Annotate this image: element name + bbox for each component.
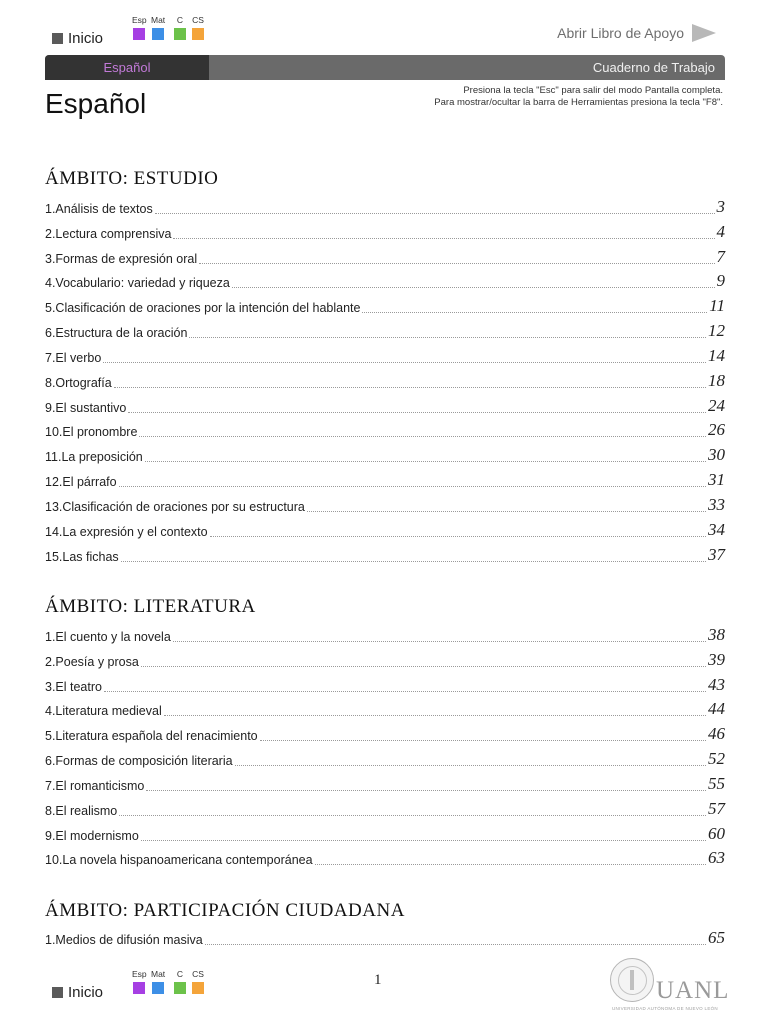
university-seal-icon bbox=[610, 958, 654, 1002]
dot-leader bbox=[210, 536, 706, 537]
dot-leader bbox=[119, 486, 706, 487]
subject-mat-link[interactable] bbox=[151, 14, 165, 40]
toc-entry-page: 34 bbox=[708, 519, 725, 539]
toc-entry-page: 11 bbox=[709, 296, 725, 316]
toc-entry-label: 5.Literatura española del renacimiento bbox=[45, 729, 258, 744]
toc-entry-page: 3 bbox=[716, 196, 725, 216]
dot-leader bbox=[173, 238, 714, 239]
dot-leader bbox=[189, 337, 706, 338]
toc-entry[interactable] bbox=[45, 193, 725, 218]
dot-leader bbox=[232, 287, 715, 288]
toc-entry[interactable] bbox=[45, 924, 725, 949]
toc-entry-label: 4.Vocabulario: variedad y riqueza bbox=[45, 276, 230, 291]
toc-entry-page: 37 bbox=[708, 544, 725, 564]
subject-esp-link[interactable] bbox=[132, 968, 147, 994]
toc-entry-label: 7.El verbo bbox=[45, 350, 102, 365]
toc-entry-label: 8.Ortografía bbox=[45, 375, 112, 390]
subject-c-label: C bbox=[176, 969, 184, 979]
workbook-label: Cuaderno de Trabajo bbox=[592, 60, 715, 75]
toc-entry-label: 3.Formas de expresión oral bbox=[45, 251, 198, 266]
toc-entry[interactable] bbox=[45, 392, 725, 417]
toc-entry-page: 31 bbox=[708, 470, 725, 490]
toc-entry-page: 65 bbox=[708, 927, 725, 947]
logo-subtext: UNIVERSIDAD AUTÓNOMA DE NUEVO LEÓN bbox=[612, 1006, 718, 1011]
toc-entry-label: 10.La novela hispanoamericana contemporánea bbox=[45, 853, 313, 868]
toc-entry-label: 2.Poesía y prosa bbox=[45, 654, 139, 669]
toc-entry-page: 43 bbox=[708, 674, 725, 694]
subject-cs-label: CS bbox=[192, 15, 204, 25]
toc-entry-page: 7 bbox=[716, 246, 725, 266]
page-number: 1 bbox=[374, 972, 382, 988]
tab-espanol[interactable]: Español bbox=[45, 55, 209, 80]
toc-entry-page: 57 bbox=[708, 798, 725, 818]
toc-entry-label: 11.La preposición bbox=[45, 450, 143, 465]
toc-entry[interactable] bbox=[45, 541, 725, 566]
open-support-book-button[interactable] bbox=[557, 24, 716, 42]
dot-leader bbox=[205, 944, 706, 945]
home-label: Inicio bbox=[68, 30, 104, 47]
dot-leader bbox=[155, 213, 715, 214]
subject-esp-label: Esp bbox=[132, 15, 147, 25]
toc-entry-page: 63 bbox=[708, 848, 725, 868]
toc-entry[interactable] bbox=[45, 621, 725, 646]
toc-entry[interactable] bbox=[45, 317, 725, 342]
toc-entry[interactable] bbox=[45, 745, 725, 770]
toc-entry-label: 15.Las fichas bbox=[45, 549, 119, 564]
instructions bbox=[434, 85, 723, 109]
subject-c-link[interactable] bbox=[174, 14, 186, 40]
toc-entry-label: 3.El teatro bbox=[45, 679, 102, 694]
toc-entry-page: 52 bbox=[708, 749, 725, 769]
dot-leader bbox=[119, 815, 706, 816]
bottom-nav bbox=[52, 968, 232, 1008]
toc-entry-page: 12 bbox=[708, 321, 725, 341]
toc-entry-label: 1.El cuento y la novela bbox=[45, 629, 171, 644]
home-square-icon bbox=[52, 33, 63, 44]
toc-entry-page: 44 bbox=[708, 699, 725, 719]
dot-leader bbox=[199, 263, 714, 264]
toc-entry-label: 5.Clasificación de oraciones por la intención del hablante bbox=[45, 301, 361, 316]
toc-entry-page: 33 bbox=[708, 494, 725, 514]
subject-c-label: C bbox=[176, 15, 184, 25]
subject-c-square-icon bbox=[174, 28, 186, 40]
toc-entry[interactable] bbox=[45, 292, 725, 317]
top-nav bbox=[52, 14, 232, 54]
subject-mat-label: Mat bbox=[151, 969, 166, 979]
toc-entry[interactable] bbox=[45, 516, 725, 541]
subject-esp-link[interactable] bbox=[132, 14, 147, 40]
section-heading-estudio: ÁMBITO: ESTUDIO bbox=[45, 168, 219, 189]
toc-entry-page: 4 bbox=[716, 221, 725, 241]
toc-entry[interactable] bbox=[45, 268, 725, 293]
dot-leader bbox=[139, 436, 706, 437]
subject-mat-link[interactable] bbox=[151, 968, 165, 994]
toc-entry-label: 1.Análisis de textos bbox=[45, 201, 153, 216]
subject-esp-square-icon bbox=[133, 28, 145, 40]
subject-cs-link[interactable] bbox=[192, 968, 204, 994]
toc-list-literatura bbox=[45, 621, 725, 869]
toc-entry[interactable] bbox=[45, 441, 725, 466]
home-square-icon bbox=[52, 987, 63, 998]
toc-entry[interactable] bbox=[45, 671, 725, 696]
section-heading-literatura: ÁMBITO: LITERATURA bbox=[45, 596, 256, 617]
toc-entry-label: 6.Formas de composición literaria bbox=[45, 754, 233, 769]
toc-entry[interactable] bbox=[45, 696, 725, 721]
toc-entry-page: 60 bbox=[708, 823, 725, 843]
toc-entry-label: 13.Clasificación de oraciones por su estructura bbox=[45, 499, 305, 514]
toc-entry[interactable] bbox=[45, 342, 725, 367]
subject-c-square-icon bbox=[174, 982, 186, 994]
toc-entry-page: 30 bbox=[708, 445, 725, 465]
toc-entry[interactable] bbox=[45, 770, 725, 795]
dot-leader bbox=[164, 715, 706, 716]
instruction-f8: Para mostrar/ocultar la barra de Herramientas presiona la tecla "F8". bbox=[434, 97, 723, 108]
toc-entry[interactable] bbox=[45, 491, 725, 516]
subject-mat-square-icon bbox=[152, 28, 164, 40]
toc-entry-label: 9.El modernismo bbox=[45, 828, 139, 843]
toc-list-estudio bbox=[45, 193, 725, 566]
toc-entry-page: 26 bbox=[708, 420, 725, 440]
dot-leader bbox=[103, 362, 706, 363]
dot-leader bbox=[235, 765, 706, 766]
toc-entry-label: 6.Estructura de la oración bbox=[45, 326, 188, 341]
toc-entry[interactable] bbox=[45, 243, 725, 268]
toc-entry[interactable] bbox=[45, 720, 725, 745]
home-link[interactable] bbox=[52, 984, 103, 1001]
dot-leader bbox=[362, 312, 707, 313]
toc-entry-page: 55 bbox=[708, 773, 725, 793]
toc-entry[interactable] bbox=[45, 417, 725, 442]
dot-leader bbox=[146, 790, 706, 791]
toc-entry[interactable] bbox=[45, 646, 725, 671]
toc-entry-label: 9.El sustantivo bbox=[45, 400, 127, 415]
subject-esp-square-icon bbox=[133, 982, 145, 994]
toc-entry[interactable] bbox=[45, 367, 725, 392]
toc-entry-label: 7.El romanticismo bbox=[45, 778, 145, 793]
subject-mat-square-icon bbox=[152, 982, 164, 994]
toc-list-participacion bbox=[45, 924, 725, 949]
toc-entry-page: 14 bbox=[708, 345, 725, 365]
subject-mat-label: Mat bbox=[151, 15, 166, 25]
dot-leader bbox=[315, 864, 706, 865]
play-arrow-icon bbox=[692, 24, 716, 42]
toc-entry-label: 8.El realismo bbox=[45, 803, 118, 818]
subject-c-link[interactable] bbox=[174, 968, 186, 994]
page-title: Español bbox=[45, 88, 147, 119]
toc-entry[interactable] bbox=[45, 218, 725, 243]
toc-entry-page: 24 bbox=[708, 395, 725, 415]
dot-leader bbox=[121, 561, 706, 562]
dot-leader bbox=[114, 387, 706, 388]
dot-leader bbox=[260, 740, 706, 741]
toc-entry[interactable] bbox=[45, 795, 725, 820]
dot-leader bbox=[145, 461, 706, 462]
subject-cs-label: CS bbox=[192, 969, 204, 979]
dot-leader bbox=[128, 412, 706, 413]
instruction-esc: Presiona la tecla "Esc" para salir del modo Pantalla completa. bbox=[463, 85, 723, 96]
support-label: Abrir Libro de Apoyo bbox=[557, 25, 684, 41]
header-bar bbox=[45, 55, 725, 80]
toc-entry-label: 2.Lectura comprensiva bbox=[45, 226, 172, 241]
toc-entry-page: 9 bbox=[716, 271, 725, 291]
toc-entry-label: 4.Literatura medieval bbox=[45, 704, 162, 719]
subject-cs-link[interactable] bbox=[192, 14, 204, 40]
dot-leader bbox=[141, 840, 706, 841]
uanl-logo bbox=[606, 955, 730, 1017]
section-heading-participacion: ÁMBITO: PARTICIPACIÓN CIUDADANA bbox=[45, 900, 405, 921]
dot-leader bbox=[104, 691, 706, 692]
toc-entry-label: 12.El párrafo bbox=[45, 475, 117, 490]
toc-entry-label: 1.Medios de difusión masiva bbox=[45, 932, 203, 947]
toc-entry-label: 10.El pronombre bbox=[45, 425, 138, 440]
toc-entry[interactable] bbox=[45, 845, 725, 870]
toc-entry-page: 39 bbox=[708, 649, 725, 669]
dot-leader bbox=[307, 511, 706, 512]
logo-text: UANL bbox=[656, 977, 730, 1004]
toc-entry-page: 18 bbox=[708, 370, 725, 390]
dot-leader bbox=[173, 641, 706, 642]
toc-entry[interactable] bbox=[45, 466, 725, 491]
toc-entry-page: 46 bbox=[708, 724, 725, 744]
subject-cs-square-icon bbox=[192, 982, 204, 994]
subject-cs-square-icon bbox=[192, 28, 204, 40]
dot-leader bbox=[141, 666, 706, 667]
home-link[interactable] bbox=[52, 30, 103, 47]
toc-entry-page: 38 bbox=[708, 624, 725, 644]
toc-entry[interactable] bbox=[45, 820, 725, 845]
subject-esp-label: Esp bbox=[132, 969, 147, 979]
toc-entry-label: 14.La expresión y el contexto bbox=[45, 524, 208, 539]
home-label: Inicio bbox=[68, 984, 104, 1001]
